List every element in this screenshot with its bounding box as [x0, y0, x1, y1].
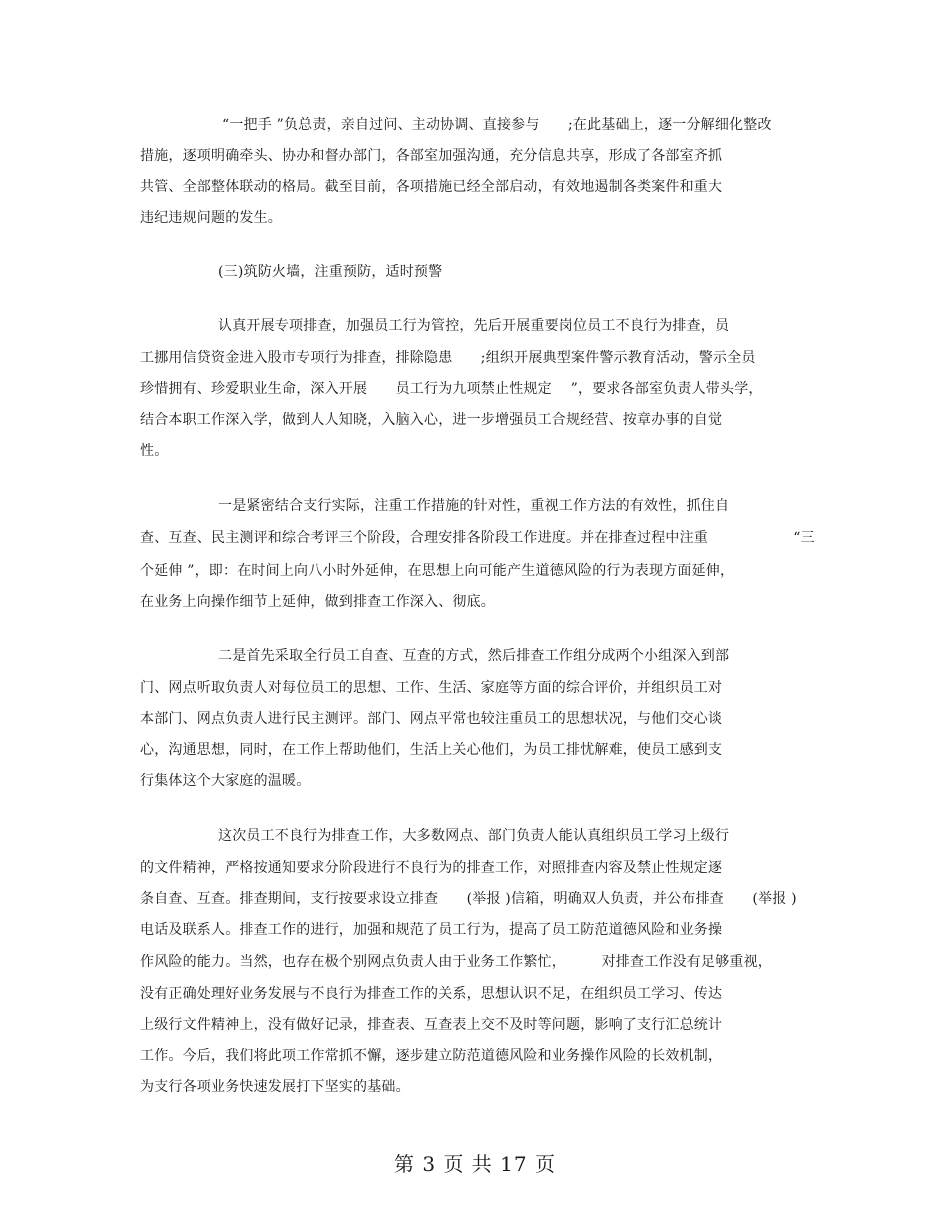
body-line: 工作。今后，我们将此项工作常抓不懈，逐步建立防范道德风险和业务操作风险的长效机制， [140, 1048, 723, 1064]
body-line: 电话及联系人。排查工作的进行，加强和规范了员工行为，提高了员工防范道德风险和业务操 [140, 922, 723, 938]
body-line: 上级行文件精神上，没有做好记录，排查表、互查表上交不及时等问题，影响了支行汇总统计 [140, 1017, 723, 1033]
body-line: 违纪违规问题的发生。 [140, 210, 282, 226]
body-line: 门、网点听取负责人对每位员工的思想、工作、生活、家庭等方面的综合评价，并组织员工对 [140, 680, 723, 696]
body-line: 工挪用信贷资金进入股市专项行为排查，排除隐患 ;组织开展典型案件警示教育活动，警示全员 [140, 350, 756, 366]
body-line: 措施，逐项明确牵头、协办和督办部门，各部室加强沟通，充分信息共享，形成了各部室齐抓 [140, 148, 723, 164]
page-number-footer: 第 3 页 共 17 页 [394, 1152, 556, 1176]
body-line: 的文件精神，严格按通知要求分阶段进行不良行为的排查工作，对照排查内容及禁止性规定逐 [140, 860, 723, 876]
body-line: 性。 [140, 443, 169, 459]
body-line: 没有正确处理好业务发展与不良行为排查工作的关系，思想认识不足，在组织员工学习、传达 [140, 986, 723, 1002]
body-line: 为支行各项业务快速发展打下坚实的基础。 [140, 1079, 410, 1095]
body-line: 本部门、网点负责人进行民主测评。部门、网点平常也较注重员工的思想状况，与他们交心谈 [140, 711, 723, 727]
body-line: 条自查、互查。排查期间，支行按要求设立排查 (举报 )信箱，明确双人负责，并公布排查 (举报 ) [140, 891, 797, 907]
body-line: 个延伸 ”，即：在时间上向八小时外延伸，在思想上向可能产生道德风险的行为表现方面延伸， [140, 563, 735, 579]
body-line: 一是紧密结合支行实际，注重工作措施的针对性，重视工作方法的有效性，抓住自 [218, 498, 730, 514]
body-line: 这次员工不良行为排查工作，大多数网点、部门负责人能认真组织员工学习上级行 [218, 828, 730, 844]
body-line: “一把手 ”负总责，亲自过问、主动协调、直接参与 ;在此基础上，逐一分解细化整改 [222, 117, 772, 133]
body-line: 作风险的能力。当然，也存在极个别网点负责人由于业务工作繁忙， 对排查工作没有足够重视， [140, 954, 772, 970]
body-line: 共管、全部整体联动的格局。截至目前，各项措施已经全部启动，有效地遏制各类案件和重大 [140, 179, 723, 195]
body-line: 查、互查、民主测评和综合考评三个阶段，合理安排各阶段工作进度。并在排查过程中注重 “三 [140, 530, 815, 546]
body-line: 心，沟通思想，同时，在工作上帮助他们，生活上关心他们，为员工排忧解难，使员工感到支 [140, 742, 723, 758]
body-line: 二是首先采取全行员工自查、互查的方式，然后排查工作组分成两个小组深入到部 [218, 648, 730, 664]
body-line: 在业务上向操作细节上延伸，做到排查工作深入、彻底。 [140, 594, 495, 610]
body-line: 认真开展专项排查，加强员工行为管控，先后开展重要岗位员工不良行为排查，员 [218, 318, 730, 334]
section-heading: (三)筑防火墙，注重预防，适时预警 [218, 264, 443, 280]
body-line: 行集体这个大家庭的温暖。 [140, 773, 311, 789]
body-line: 珍惜拥有、珍爱职业生命，深入开展 员工行为九项禁止性规定 ”，要求各部室负责人带头学， [140, 381, 763, 397]
body-line: 结合本职工作深入学，做到人人知晓，入脑入心，进一步增强员工合规经营、按章办事的自觉 [140, 412, 723, 428]
